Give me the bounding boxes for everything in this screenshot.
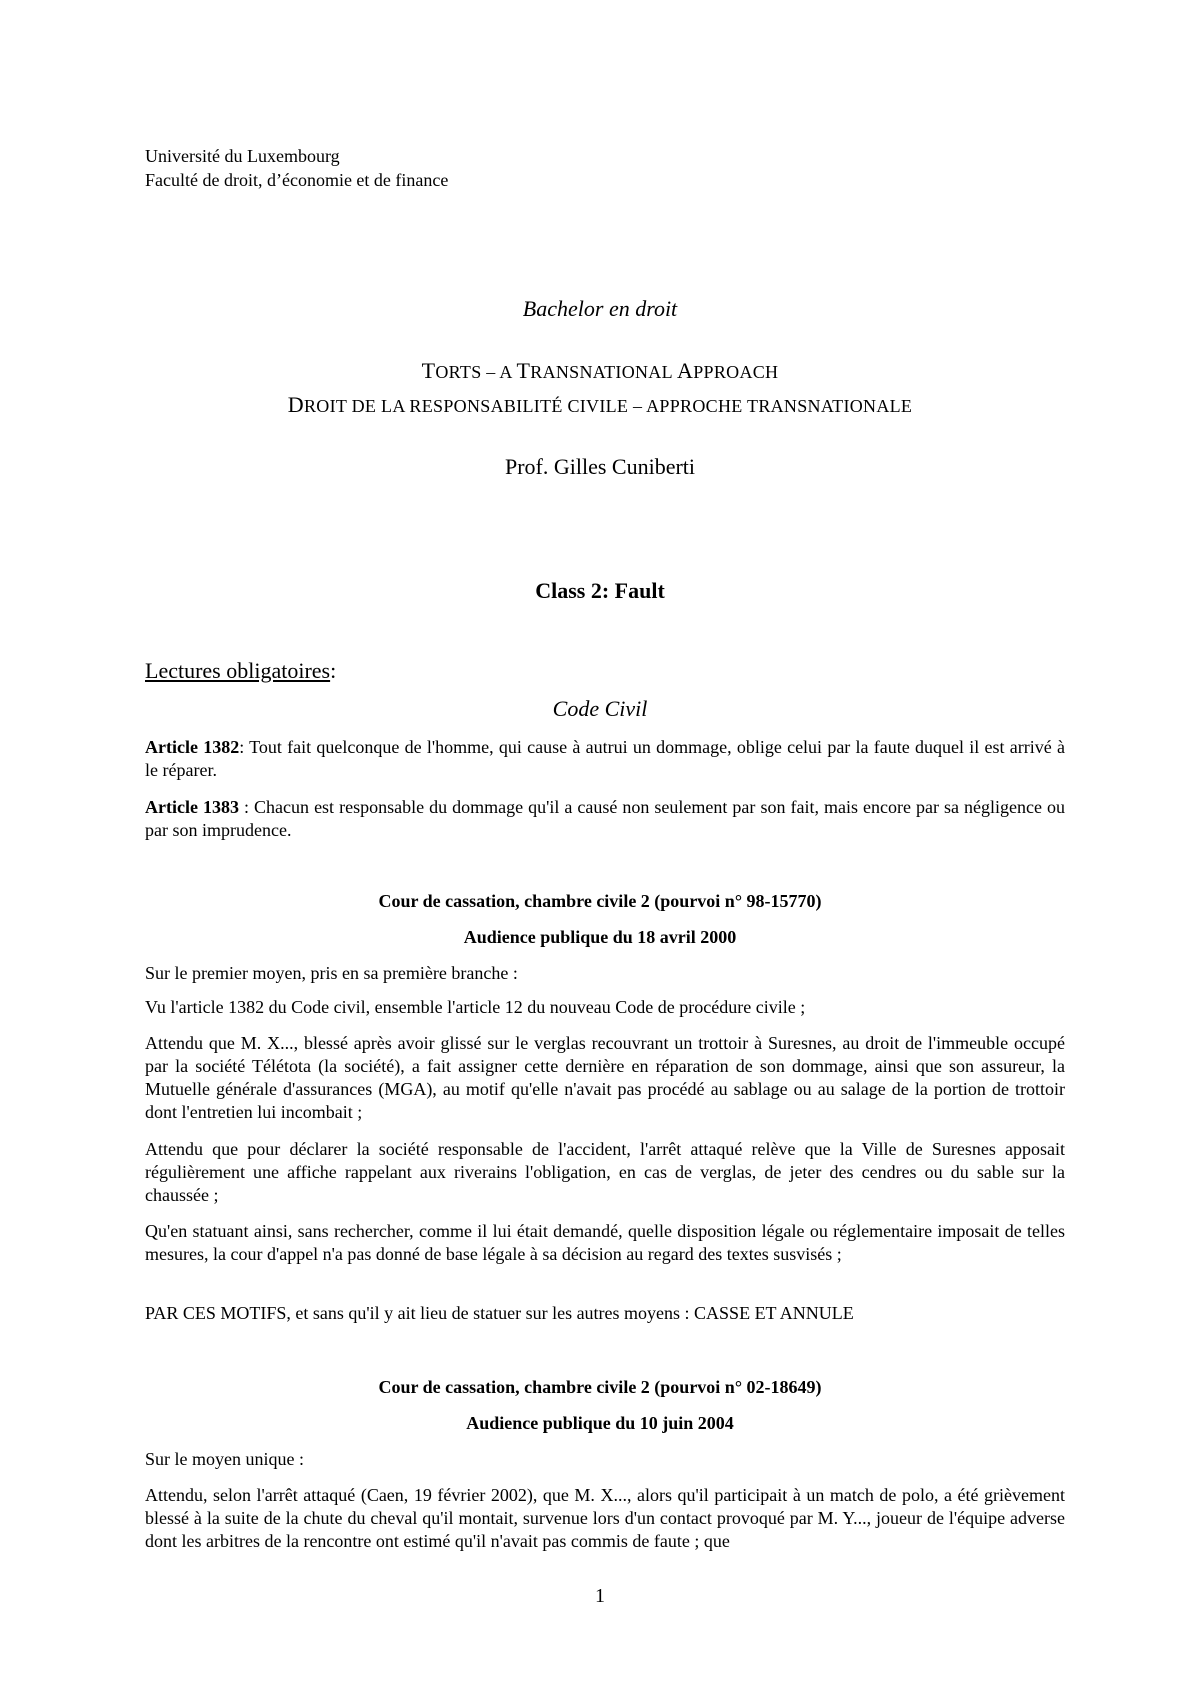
title-en-rest-1: ORTS – A <box>435 362 517 382</box>
case-2-paragraph <box>145 1448 1065 1471</box>
title-fr-rest-1: ROIT DE LA RESPONSABILITÉ CIVILE – APPROCHE TRANSNATIONALE <box>303 396 913 416</box>
class-title: Class 2: Fault <box>535 578 665 603</box>
case-1-paragraph <box>145 996 1065 1019</box>
title-en-cap-1: T <box>421 358 436 383</box>
readings-heading <box>145 658 336 684</box>
paragraph-text: Qu'en statuant ainsi, sans rechercher, comme il lui était demandé, quelle disposition légale ou réglementaire imposait de telles mesures, la cour d'appel n'a pas donné de base légale à sa décision au regard des textes susvisés ; <box>145 1221 1065 1264</box>
case-2-heading: Cour de cassation, chambre civile 2 (pourvoi n° 02-18649) <box>378 1377 822 1397</box>
readings-label: Lectures obligatoires <box>145 658 331 683</box>
professor-name: Prof. Gilles Cuniberti <box>504 454 696 479</box>
title-en-cap-2: T <box>516 358 531 383</box>
course-title-en <box>0 354 1200 389</box>
course-title-fr <box>0 388 1200 423</box>
case-2-hearing: Audience publique du 10 juin 2004 <box>466 1413 734 1433</box>
title-en-cap-3: A <box>677 358 694 383</box>
article-1382 <box>145 736 1065 782</box>
page-number: 1 <box>595 1585 605 1607</box>
faculty-name: Faculté de droit, d’économie et de finance <box>145 170 449 190</box>
article-text: : Chacun est responsable du dommage qu'il a causé non seulement par son fait, mais encore par sa négligence ou par son imprudence. <box>145 797 1066 840</box>
case-1-paragraph <box>145 1138 1065 1207</box>
university-name: Université du Luxembourg <box>145 146 340 166</box>
article-label: Article 1383 <box>145 797 239 817</box>
case-1-paragraph <box>145 1032 1065 1124</box>
article-text: : Tout fait quelconque de l'homme, qui cause à autrui un dommage, oblige celui par la faute duquel il est arrivé à le réparer. <box>145 737 1066 780</box>
article-label: Article 1382 <box>145 737 240 757</box>
case-1-paragraph <box>145 962 1065 985</box>
title-fr-cap-1: D <box>287 392 304 417</box>
title-en-rest-2: RANSNATIONAL <box>530 362 678 382</box>
paragraph-text: Attendu, selon l'arrêt attaqué (Caen, 19 février 2002), que M. X..., alors qu'il participait à un match de polo, a été grièvement blessé à la suite de la chute du cheval qu'il montait, survenue lors d'un contact provoqué par M. Y..., joueur de l'équipe adverse dont les arbitres de la rencontre ont estimé qu'il n'avait pas commis de faute ; que <box>145 1485 1065 1551</box>
paragraph-text: Attendu que pour déclarer la société responsable de l'accident, l'arrêt attaqué relève que la Ville de Suresnes apposait régulièrement une affiche rappelant aux riverains l'obligation, en cas de verglas, de jeter des cendres ou du sable sur la chaussée ; <box>145 1139 1065 1205</box>
code-civil-heading: Code Civil <box>552 696 648 721</box>
case-1-heading: Cour de cassation, chambre civile 2 (pourvoi n° 98-15770) <box>378 891 822 911</box>
readings-colon: : <box>330 658 337 683</box>
case-2-paragraph <box>145 1484 1065 1553</box>
program-name: Bachelor en droit <box>522 296 678 321</box>
paragraph-text: Sur le premier moyen, pris en sa première branche : <box>145 963 518 983</box>
paragraph-text: Attendu que M. X..., blessé après avoir glissé sur le verglas recouvrant un trottoir à Suresnes, au droit de l'immeuble occupé par la société Télétota (la société), a fait assigner cette dernière en réparation de son dommage, ainsi que son assureur, la Mutuelle générale d'assurances (MGA), au motif qu'elle n'avait pas procédé au sablage ou au salage de la portion de trottoir dont l'entretien lui incombait ; <box>145 1033 1065 1122</box>
case-1-paragraph <box>145 1220 1065 1266</box>
institution-header <box>145 144 448 192</box>
paragraph-text: Vu l'article 1382 du Code civil, ensemble l'article 12 du nouveau Code de procédure civile ; <box>145 997 806 1017</box>
paragraph-text: PAR CES MOTIFS, et sans qu'il y ait lieu de statuer sur les autres moyens : CASSE ET ANNULE <box>145 1303 854 1323</box>
case-1-hearing: Audience publique du 18 avril 2000 <box>463 927 737 947</box>
title-en-rest-3: PPROACH <box>693 362 779 382</box>
case-1-paragraph <box>145 1302 1065 1325</box>
paragraph-text: Sur le moyen unique : <box>145 1449 304 1469</box>
article-1383 <box>145 796 1065 842</box>
